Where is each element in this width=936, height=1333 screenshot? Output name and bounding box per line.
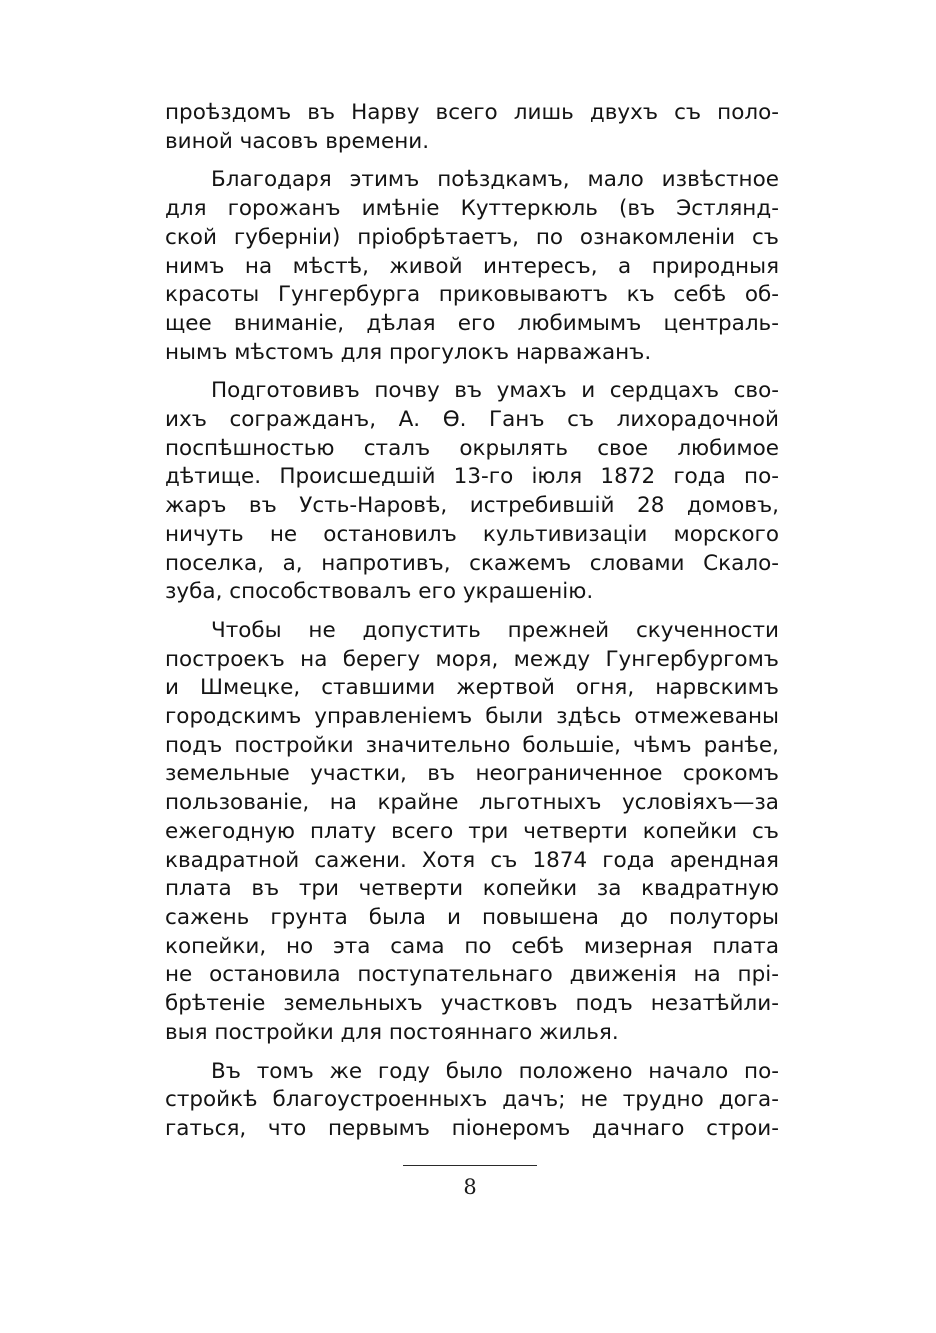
text-line: щее вниманіе, дѣлая его любимымъ централь- [165, 310, 779, 336]
text-line: копейки, но эта сама по себѣ мизерная плата [165, 933, 779, 959]
paragraph [165, 377, 779, 607]
text-line: дѣтище. Происшедшій 13-го іюля 1872 года по- [165, 464, 779, 490]
text-line: ихъ согражданъ, А. Ѳ. Ганъ съ лихорадочной [165, 407, 779, 433]
text-line: не остановила поступательнаго движенія на прі- [165, 962, 779, 988]
text-line: ежегодную плату всего три четверти копейки съ [165, 818, 779, 844]
text-line: проѣздомъ въ Нарву всего лишь двухъ съ поло- [165, 100, 779, 125]
text-line: городскимъ управленіемъ были здѣсь отмежеваны [165, 704, 779, 730]
text-line: ничуть не остановилъ культивизаціи морского [165, 521, 779, 547]
page-number: 8 [463, 1175, 477, 1199]
text-line: квадратной сажени. Хотя съ 1874 года арендная [165, 847, 779, 873]
text-line: Чтобы не допустить прежней скученности [211, 617, 779, 643]
paragraph [165, 1058, 779, 1144]
text-line: нимъ на мѣстѣ, живой интересъ, а природныя [165, 253, 779, 279]
footer-divider [403, 1165, 537, 1166]
text-line: зуба, способствовалъ его украшенію. [165, 579, 594, 605]
text-line: сажень грунта была и повышена до полуторы [165, 904, 779, 930]
body-text [165, 99, 779, 1144]
paragraph [165, 617, 779, 1048]
paragraph [165, 99, 779, 156]
text-line: пользованіе, на крайне льготныхъ условіяхъ—за [165, 790, 779, 816]
paragraph [165, 166, 779, 367]
text-line: поселка, а, напротивъ, скажемъ словами Скало- [165, 550, 779, 576]
text-line: красоты Гунгербурга приковываютъ къ себѣ об- [165, 282, 779, 308]
text-line: земельные участки, въ неограниченное срокомъ [165, 761, 779, 787]
text-line: плата въ три четверти копейки за квадратную [165, 876, 779, 902]
text-line: для горожанъ имѣніе Куттеркюль (въ Эстлянд- [165, 196, 779, 222]
text-line: ской губерніи) пріобрѣтаетъ, по ознакомленіи съ [165, 224, 779, 250]
text-line: подъ постройки значительно большіе, чѣмъ ранѣе, [165, 732, 779, 758]
text-line: и Шмецке, ставшими жертвой огня, нарвскимъ [165, 675, 779, 701]
text-line: виной часовъ времени. [165, 128, 430, 154]
text-line: выя постройки для постояннаго жилья. [165, 1019, 619, 1045]
text-line: нымъ мѣстомъ для прогулокъ нарважанъ. [165, 339, 652, 365]
text-line: гаться, что первымъ піонеромъ дачнаго строи- [165, 1115, 779, 1141]
text-line: Въ томъ же году было положено начало по- [211, 1058, 779, 1084]
text-line: построекъ на берегу моря, между Гунгербургомъ [165, 646, 779, 672]
text-line: Благодаря этимъ поѣздкамъ, мало извѣстное [211, 167, 779, 193]
text-line: брѣтеніе земельныхъ участковъ подъ незатѣйли- [165, 991, 779, 1017]
text-line: Подготовивъ почву въ умахъ и сердцахъ сво- [211, 378, 779, 404]
text-line: стройкѣ благоустроенныхъ дачъ; не трудно дога- [165, 1087, 779, 1113]
text-line: поспѣшностью сталъ окрылять свое любимое [165, 435, 779, 461]
text-line: жаръ въ Усть-Наровѣ, истребившій 28 домовъ, [165, 493, 779, 519]
